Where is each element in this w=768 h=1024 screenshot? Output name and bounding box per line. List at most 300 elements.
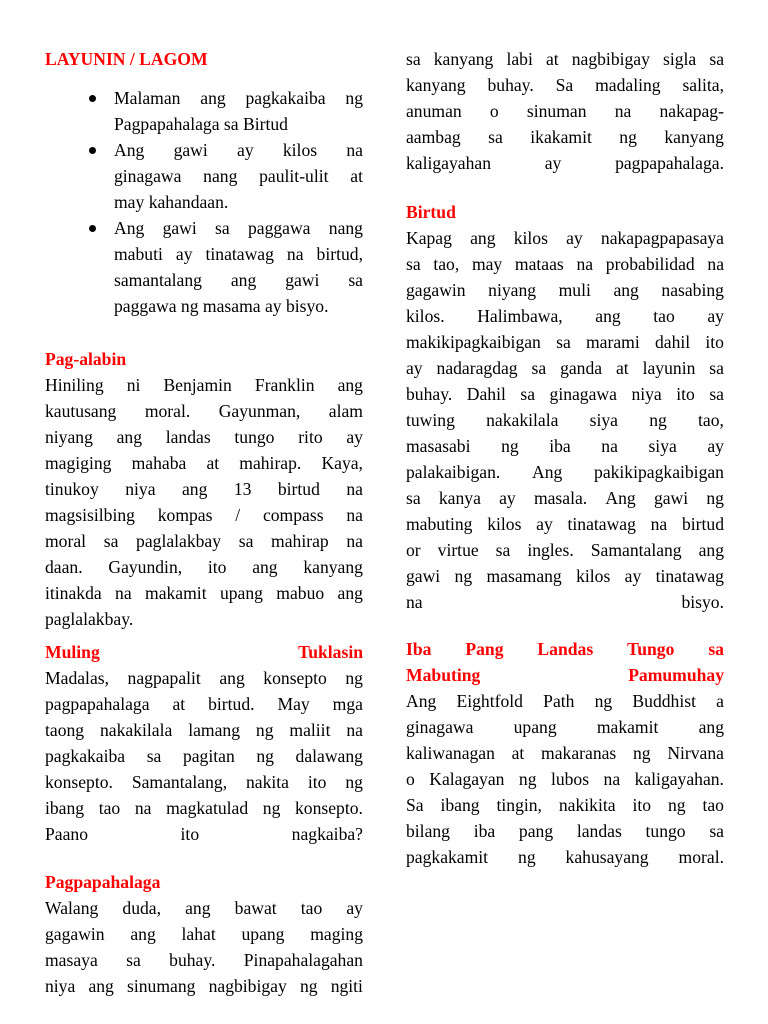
word: na (346, 505, 363, 525)
word: kilos (576, 566, 611, 586)
word: ng (633, 743, 651, 763)
word: May (277, 694, 310, 714)
word: ingles. (527, 540, 574, 560)
word: daan. (45, 557, 83, 577)
word: nagkaiba? (291, 824, 363, 844)
word: kilos (487, 514, 522, 534)
word: ito (207, 557, 227, 577)
word: labi (506, 49, 533, 69)
word: konsepto. (295, 798, 363, 818)
paragraph-line (406, 124, 724, 150)
paragraph-line (406, 589, 724, 615)
word: sa (146, 746, 162, 766)
word: Kalagayan (429, 769, 505, 789)
word: na (286, 244, 304, 264)
word: bisyo. (681, 592, 724, 612)
word: ibang (45, 798, 85, 818)
word: dahil (654, 332, 691, 352)
paragraph-line (406, 329, 724, 355)
paragraph-line (406, 563, 724, 589)
paragraph-line (45, 895, 363, 921)
paragraph-line (406, 688, 724, 714)
word: kaliwanagan (406, 743, 495, 763)
word: rito (298, 427, 323, 447)
bullet-item-line (114, 241, 363, 267)
word: Walang (45, 898, 99, 918)
word: ang (337, 583, 363, 603)
paragraph-line (406, 844, 724, 870)
word: pagpapahalaga (45, 694, 150, 714)
word: ay (406, 358, 423, 378)
word: nakakilala (486, 410, 559, 430)
word: na (346, 140, 363, 160)
word: maliit (289, 720, 331, 740)
paragraph-line (406, 511, 724, 537)
word: nasabing (661, 280, 724, 300)
section-heading-iba-pang-landas (406, 636, 724, 662)
word: kilos. (406, 306, 445, 326)
word: ibang (440, 795, 480, 815)
paragraph-line (45, 502, 363, 528)
word: ganda (560, 358, 603, 378)
word: na (346, 720, 363, 740)
word: Ang (605, 488, 636, 508)
word: ito (676, 384, 695, 404)
word: Paano (45, 824, 88, 844)
word: ng (255, 720, 274, 740)
paragraph-line (406, 407, 724, 433)
bullet-item-line (114, 163, 363, 189)
word: magsisilbing (45, 505, 135, 525)
word: birtud. (208, 694, 255, 714)
word: probabilidad (605, 254, 695, 274)
word: upang (219, 583, 263, 603)
word: ay (707, 306, 724, 326)
word: sa (495, 540, 511, 560)
paragraph-line (45, 580, 363, 606)
word: ang (698, 540, 724, 560)
word: ng (518, 847, 536, 867)
word: gawi (162, 218, 197, 238)
word: Pinapahalagahan (243, 950, 363, 970)
word: ang (698, 717, 724, 737)
word: Benjamin (163, 375, 232, 395)
word: ikakamit (530, 127, 592, 147)
word: pagkakaiba (45, 746, 126, 766)
word: gagawin (45, 924, 105, 944)
word: anuman (406, 101, 462, 121)
word: Muling (45, 642, 100, 662)
word: gawi (173, 140, 208, 160)
word: Tuklasin (298, 642, 363, 662)
word: niya (631, 384, 662, 404)
word: sinumang (127, 976, 196, 996)
word: ang (88, 976, 114, 996)
word: mabuo (276, 583, 325, 603)
word: ang (130, 924, 156, 944)
paragraph-line (406, 277, 724, 303)
word: Halimbawa, (477, 306, 563, 326)
word: virtue (437, 540, 479, 560)
paragraph-line (406, 98, 724, 124)
word: sa (709, 49, 724, 69)
word: muli (558, 280, 591, 300)
word: moral. (144, 401, 191, 421)
paragraph-line (406, 46, 724, 72)
word: at (511, 743, 525, 763)
word: sa (520, 384, 536, 404)
word: ng (619, 127, 637, 147)
word: nakita (246, 772, 289, 792)
paragraph-line (406, 355, 724, 381)
word: mahaba (131, 453, 187, 473)
word: siya (589, 410, 618, 430)
word: may (471, 254, 503, 274)
section-heading-iba-pang-landas (406, 662, 724, 688)
word: gagawin (406, 280, 466, 300)
paragraph-line (45, 717, 363, 743)
word: ng (594, 691, 613, 711)
word: ngiti (330, 976, 363, 996)
word: kautusang (45, 401, 117, 421)
word: Tungo (627, 639, 675, 659)
word: na (346, 479, 363, 499)
word: Sa (406, 795, 424, 815)
word: paulit-ulit (259, 166, 329, 186)
word: sa (103, 531, 119, 551)
word: at (206, 453, 220, 473)
paragraph-line (406, 792, 724, 818)
word: Samantalang (590, 540, 682, 560)
word: makaranas (541, 743, 617, 763)
word: at (616, 358, 629, 378)
word: ay (536, 514, 553, 534)
word: dalawang (295, 746, 363, 766)
word: kaligayahan. (634, 769, 724, 789)
paragraph-line (406, 150, 724, 176)
word: tuwing (406, 410, 455, 430)
word: ang (470, 228, 496, 248)
paragraph-line (45, 947, 363, 973)
word: palakaibigan. (406, 462, 501, 482)
word: Path (543, 691, 575, 711)
word: sa (406, 254, 421, 274)
word: buhay. (487, 75, 534, 95)
word: sa (709, 384, 724, 404)
word: ng (649, 410, 667, 430)
word: pagpapahalaga. (615, 153, 724, 173)
paragraph-line (45, 554, 363, 580)
word: pang (518, 821, 554, 841)
word: ng (299, 976, 318, 996)
word: Dahil (466, 384, 506, 404)
word: samantalang (114, 270, 202, 290)
word: birtud (277, 479, 320, 499)
word: na (650, 514, 668, 534)
word: na (601, 436, 618, 456)
word: Kapag (406, 228, 452, 248)
word: makamit (145, 583, 207, 603)
word: Eightfold (456, 691, 523, 711)
word: sa (708, 639, 724, 659)
word: ng (345, 668, 363, 688)
word: ginagawa (114, 166, 182, 186)
word: sinuman (526, 101, 587, 121)
word: ito (180, 824, 200, 844)
word: pagkakamit (406, 847, 489, 867)
paragraph-line (45, 795, 363, 821)
word: marami (585, 332, 640, 352)
paragraph-line (45, 973, 363, 999)
word: pagkakaiba (245, 88, 326, 108)
word: tao, (698, 410, 724, 430)
word: gawi (653, 488, 689, 508)
word: ang (219, 668, 245, 688)
word: ng (345, 88, 363, 108)
word: ay (237, 140, 254, 160)
word: magkatulad (166, 798, 249, 818)
bullet-icon (89, 147, 96, 154)
paragraph-line (45, 528, 363, 554)
word: layunin (642, 358, 696, 378)
word: tinatawag (567, 514, 636, 534)
word: iba (473, 821, 496, 841)
word: ng (667, 795, 686, 815)
word: na (115, 583, 132, 603)
word: Iba (406, 639, 432, 659)
word: na (707, 254, 724, 274)
paragraph-line (406, 818, 724, 844)
word: sa (406, 49, 421, 69)
word: bawat (234, 898, 277, 918)
word: landas (165, 427, 211, 447)
word: ito (705, 332, 724, 352)
bullet-item-line: may kahandaan. (114, 192, 229, 212)
word: ang (230, 270, 257, 290)
word: Kaya, (321, 453, 363, 473)
word: tao (702, 795, 724, 815)
word: at (545, 49, 559, 69)
word: nakapagpapasaya (600, 228, 724, 248)
word: nang (328, 218, 363, 238)
word: o (489, 101, 499, 121)
word: kanyang (433, 49, 494, 69)
paragraph-line (406, 225, 724, 251)
bullet-item-line: paggawa ng masama ay bisyo. (114, 296, 329, 316)
word: kaligayahan (406, 153, 491, 173)
word: buhay. (406, 384, 453, 404)
bullet-item-line (114, 85, 363, 111)
word: na (576, 254, 594, 274)
word: ng (501, 436, 519, 456)
section-heading-birtud: Birtud (406, 202, 456, 222)
word: ang (116, 427, 143, 447)
paragraph-line (45, 921, 363, 947)
paragraph-line (45, 665, 363, 691)
word: mga (332, 694, 363, 714)
word: tinatawag (205, 244, 274, 264)
word: Pamumuhay (628, 665, 724, 685)
word: paggawa (247, 218, 311, 238)
word: nagbibigay (208, 976, 287, 996)
word: ay (346, 427, 363, 447)
word: sa (556, 332, 571, 352)
word: ang (613, 280, 639, 300)
word: upang (513, 717, 557, 737)
word: ng (256, 746, 274, 766)
word: pakikipagkaibigan (594, 462, 724, 482)
word: alam (328, 401, 363, 421)
word: Ang (114, 140, 145, 160)
paragraph-line (45, 450, 363, 476)
paragraph-line (45, 769, 363, 795)
word: taong (45, 720, 85, 740)
word: masaya (45, 950, 98, 970)
word: masasabi (406, 436, 471, 456)
word: Nirvana (667, 743, 724, 763)
word: ay (707, 436, 724, 456)
word: ay (566, 228, 583, 248)
word: sa (709, 821, 724, 841)
word: konsepto (263, 668, 327, 688)
word: Ang (532, 462, 563, 482)
word: 13 (233, 479, 252, 499)
word: ito (632, 795, 652, 815)
word: ni (126, 375, 141, 395)
section-heading-layunin: LAYUNIN / LAGOM (45, 49, 208, 69)
word: ang (595, 306, 621, 326)
word: sa (709, 358, 724, 378)
word: ginagawa (549, 384, 617, 404)
word: Gayunman, (218, 401, 301, 421)
word: paglalakbay (136, 531, 222, 551)
word: na (346, 531, 363, 551)
word: magiging (45, 453, 112, 473)
word: Sa (555, 75, 574, 95)
word: maging (310, 924, 363, 944)
word: ng (262, 798, 281, 818)
word: nang (203, 166, 238, 186)
word: mahirap. (239, 453, 302, 473)
section-heading-pagpapahalaga: Pagpapahalaga (45, 872, 161, 892)
word: nagbibigay (571, 49, 650, 69)
word: Ang (406, 691, 437, 711)
paragraph-line (406, 72, 724, 98)
word: ang (337, 375, 363, 395)
word: kompas (157, 505, 213, 525)
word: ito (307, 772, 327, 792)
paragraph-line (406, 433, 724, 459)
word: tao (653, 306, 675, 326)
word: itinakda (45, 583, 102, 603)
paragraph-line (406, 381, 724, 407)
word: mataas (514, 254, 564, 274)
word: or (406, 540, 421, 560)
word: na (603, 769, 621, 789)
word: kilos (282, 140, 318, 160)
word: nagpapalit (127, 668, 201, 688)
word: sigla (663, 49, 697, 69)
word: Franklin (254, 375, 315, 395)
word: tao, (433, 254, 460, 274)
word: kanya (438, 488, 481, 508)
word: mabuti (114, 244, 163, 264)
word: kanyang (406, 75, 466, 95)
word: bilang (406, 821, 450, 841)
paragraph-line (406, 459, 724, 485)
word: tungo (645, 821, 686, 841)
word: o (406, 769, 415, 789)
paragraph-line (45, 691, 363, 717)
bullet-icon (89, 225, 96, 232)
word: kilos (513, 228, 548, 248)
word: at (350, 166, 363, 186)
paragraph-line (45, 424, 363, 450)
word: pagitan (182, 746, 235, 766)
word: ng (706, 488, 724, 508)
word: nakakilala (100, 720, 173, 740)
paragraph-line (406, 251, 724, 277)
word: tinukoy (45, 479, 99, 499)
word: sa (488, 127, 503, 147)
paragraph-line (406, 714, 724, 740)
word: nadaragdag (436, 358, 518, 378)
word: a (716, 691, 724, 711)
bullet-item-line (114, 215, 363, 241)
bullet-item-line (114, 137, 363, 163)
word: ay (175, 244, 193, 264)
word: tao (300, 898, 323, 918)
word: ginagawa (406, 717, 474, 737)
word: mahirap (271, 531, 329, 551)
word: Madalas, (45, 668, 110, 688)
word: gawi (406, 566, 441, 586)
word: ang (200, 88, 226, 108)
word: / (235, 505, 241, 525)
word: ng (454, 566, 473, 586)
word: tinatawag (655, 566, 724, 586)
word: sa (126, 950, 141, 970)
word: birtud (681, 514, 724, 534)
section-heading-pag-alabin: Pag-alabin (45, 349, 127, 369)
paragraph-line (45, 821, 363, 847)
word: sa (348, 270, 363, 290)
word: kahusayang (565, 847, 649, 867)
word: kanyang (303, 557, 363, 577)
word: ang (181, 479, 208, 499)
section-heading-muling-tuklasin (45, 639, 363, 665)
paragraph-line (406, 537, 724, 563)
word: aambag (406, 127, 461, 147)
word: duda, (122, 898, 162, 918)
word: nakapag- (659, 101, 724, 121)
word: ay (499, 488, 516, 508)
word: ay (624, 566, 642, 586)
word: na (406, 592, 423, 612)
word: niya (45, 976, 76, 996)
word: siya (648, 436, 677, 456)
word: ay (544, 153, 562, 173)
word: tao (98, 798, 121, 818)
paragraph-line (406, 740, 724, 766)
word: niya (125, 479, 156, 499)
word: lubos (550, 769, 590, 789)
word: lamang (188, 720, 240, 740)
word: Mabuting (406, 665, 481, 685)
word: kanyang (664, 127, 724, 147)
word: compass (262, 505, 324, 525)
word: Samantalang, (131, 772, 228, 792)
